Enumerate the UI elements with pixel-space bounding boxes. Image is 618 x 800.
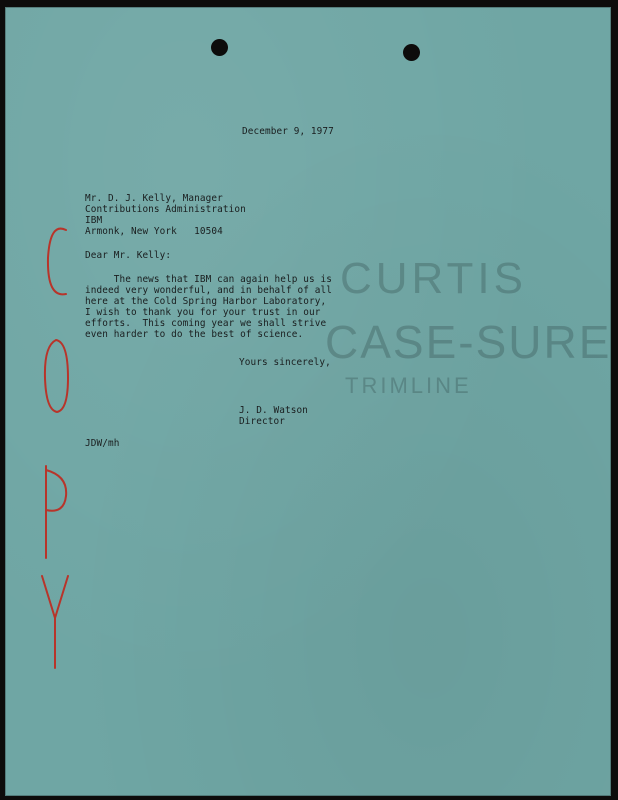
body-line-1: The news that IBM can again help us is [85, 274, 333, 285]
stamp-letter-y [42, 576, 68, 668]
body-line-3: here at the Cold Spring Harbor Laboratory, [85, 296, 327, 307]
signer-title: Director [239, 416, 285, 427]
recipient-line-2: Contributions Administration [85, 204, 246, 215]
stamp-letter-p [46, 466, 66, 558]
body-line-2: indeed very wonderful, and in behalf of all [85, 285, 333, 296]
stamp-letter-c [48, 229, 66, 295]
closing: Yours sincerely, [239, 357, 331, 368]
watermark-line-3: TRIMLINE [345, 373, 472, 398]
watermark-line-2: CASE-SURE [325, 316, 612, 368]
letter-page [5, 7, 611, 796]
recipient-line-1: Mr. D. J. Kelly, Manager [85, 193, 223, 204]
watermark-line-1: CURTIS [340, 254, 527, 303]
salutation: Dear Mr. Kelly: [85, 250, 172, 261]
letter-date: December 9, 1977 [242, 126, 334, 137]
recipient-line-3: IBM [85, 215, 103, 226]
typist-initials: JDW/mh [85, 438, 120, 449]
body-line-5: efforts. This coming year we shall strive [85, 318, 327, 329]
body-line-4: I wish to thank you for your trust in our [85, 307, 321, 318]
recipient-line-4: Armonk, New York 10504 [85, 226, 223, 237]
stamp-letter-o [45, 340, 68, 412]
body-line-6: even harder to do the best of science. [85, 329, 304, 340]
punch-hole-left [211, 39, 228, 56]
signer-name: J. D. Watson [239, 405, 308, 416]
punch-hole-right [403, 44, 420, 61]
copy-stamp-icon [28, 218, 88, 673]
